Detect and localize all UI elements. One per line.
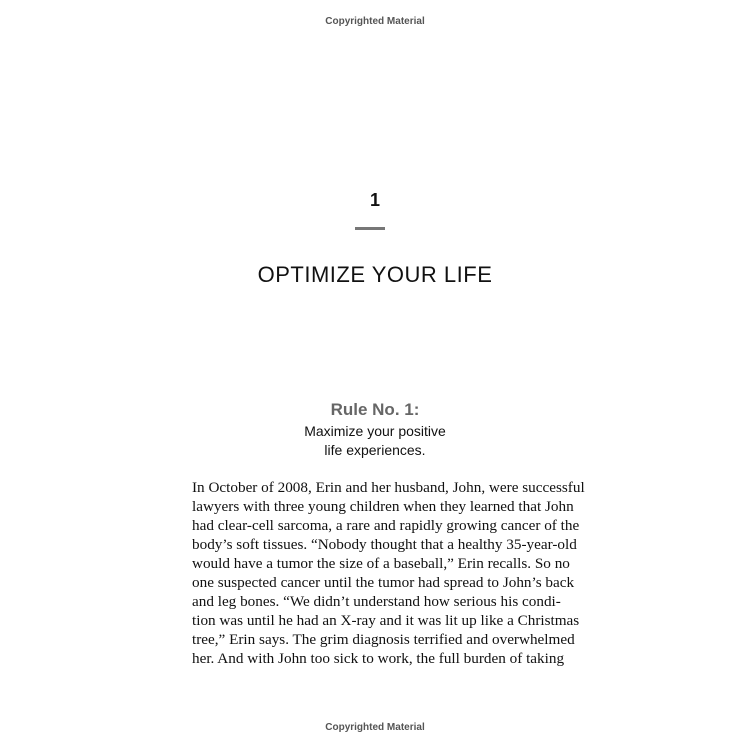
rule-heading: Rule No. 1: — [330, 400, 420, 419]
copyright-header: Copyrighted Material — [325, 16, 425, 27]
body-line: one suspected cancer until the tumor had spread to John’s back — [192, 574, 575, 591]
body-line: In October of 2008, Erin and her husband, John, were successful — [192, 479, 585, 496]
body-line: would have a tumor the size of a baseball,” Erin recalls. So no — [192, 555, 570, 572]
chapter-divider — [355, 227, 385, 230]
body-line: her. And with John too sick to work, the full burden of taking — [192, 650, 565, 667]
body-text — [192, 478, 585, 668]
body-line: and leg bones. “We didn’t understand how serious his condi- — [192, 593, 561, 610]
copyright-footer: Copyrighted Material — [325, 722, 425, 733]
chapter-title: OPTIMIZE YOUR LIFE — [257, 262, 493, 287]
rule-text-line: Maximize your positive — [304, 423, 446, 439]
rule-text-line: life experiences. — [324, 442, 426, 458]
body-line: tion was until he had an X-ray and it was lit up like a Christmas — [192, 612, 580, 629]
body-line: tree,” Erin says. The grim diagnosis terrified and overwhelmed — [192, 631, 575, 648]
body-line: lawyers with three young children when they learned that John — [192, 498, 574, 515]
body-line: body’s soft tissues. “Nobody thought that a healthy 35-year-old — [192, 536, 577, 553]
body-line: had clear-cell sarcoma, a rare and rapidly growing cancer of the — [192, 517, 580, 534]
chapter-number: 1 — [369, 190, 380, 210]
